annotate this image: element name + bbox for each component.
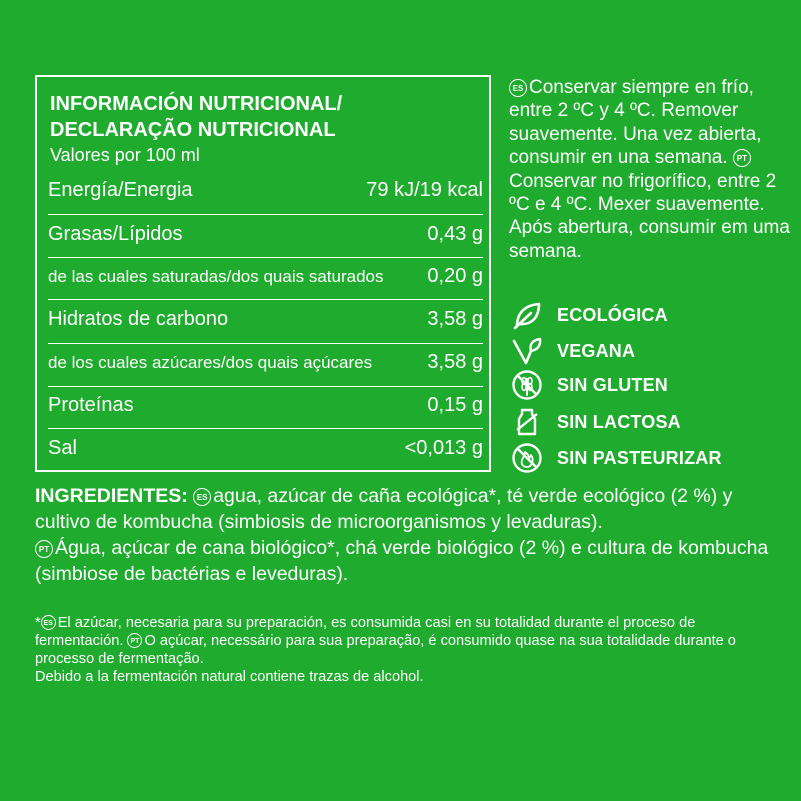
- claim-sin-gluten: [511, 369, 668, 401]
- no-lactose-bottle-icon: [511, 406, 543, 438]
- row-value: 0,43 g: [427, 223, 483, 245]
- nutrition-row-sugars: [48, 351, 483, 374]
- nutrition-row-carbs: [48, 308, 483, 331]
- ingredients: [35, 483, 775, 587]
- row-label: de los cuales azúcares/dos quais açúcares: [48, 352, 373, 372]
- claim-label: SIN PASTEURIZAR: [557, 447, 722, 468]
- divider: [48, 386, 483, 387]
- nutrition-row-salt: [48, 437, 483, 460]
- claim-label: SIN GLUTEN: [557, 374, 669, 395]
- es-language-badge: ES: [41, 615, 56, 630]
- row-value: 3,58 g: [427, 308, 483, 330]
- claim-sin-lactosa: [511, 406, 681, 438]
- nutrition-row-protein: [48, 394, 483, 417]
- row-value: <0,013 g: [404, 437, 483, 459]
- storage-instructions: [509, 76, 794, 263]
- divider: [48, 214, 483, 215]
- no-flame-icon: [511, 442, 543, 474]
- storage-text-pt: Conservar no frigorífico, entre 2 ºC e 4 ºC. Mexer suavemente. Após abertura, consumir em uma semana.: [509, 170, 790, 262]
- nutrition-row-energy: [48, 179, 483, 202]
- row-value: 0,20 g: [427, 265, 483, 287]
- vegan-sprout-icon: [511, 335, 543, 367]
- nutrition-row-fat: [48, 223, 483, 246]
- claim-ecologica: [511, 299, 668, 331]
- row-label: Sal: [48, 437, 77, 459]
- footnote: [35, 614, 775, 686]
- nutrition-table: [35, 75, 491, 472]
- row-value: 0,15 g: [427, 394, 483, 416]
- nutrition-title: [50, 91, 342, 143]
- ingredients-text-pt: Água, açúcar de cana biológico*, chá verde biológico (2 %) e cultura de kombucha (simbiose de bactérias e leveduras).: [35, 537, 769, 585]
- divider: [48, 257, 483, 258]
- row-value: 79 kJ/19 kcal: [366, 179, 483, 201]
- nutrition-title-es: INFORMACIÓN NUTRICIONAL/: [50, 93, 343, 115]
- pt-language-badge: PT: [127, 633, 142, 648]
- divider: [48, 299, 483, 300]
- claim-label: ECOLÓGICA: [557, 304, 668, 325]
- leaf-icon: [511, 299, 543, 331]
- divider: [48, 343, 483, 344]
- ingredients-heading: INGREDIENTES:: [35, 485, 188, 507]
- row-label: Proteínas: [48, 394, 134, 416]
- es-language-badge: ES: [193, 488, 211, 506]
- claim-label: SIN LACTOSA: [557, 411, 681, 432]
- row-label: Energía/Energia: [48, 179, 193, 201]
- no-gluten-wheat-icon: [511, 369, 543, 401]
- alcohol-note: Debido a la fermentación natural contiene trazas de alcohol.: [35, 669, 424, 685]
- pt-language-badge: PT: [733, 149, 751, 167]
- storage-text-es: Conservar siempre en frío, entre 2 ºC y 4 ºC. Remover suavemente. Una vez abierta, consumir en una semana.: [509, 77, 762, 169]
- footnote-asterisk: *: [35, 615, 41, 631]
- nutrition-row-saturates: [48, 265, 483, 288]
- nutrition-title-pt: DECLARAÇÃO NUTRICIONAL: [50, 119, 336, 141]
- footnote-text-pt: O açúcar, necessário para sua preparação, é consumido quase na sua totalidade durante o processo de fermentação.: [35, 633, 736, 667]
- claim-sin-pasteurizar: [511, 442, 722, 474]
- divider: [48, 428, 483, 429]
- row-label: Hidratos de carbono: [48, 308, 229, 330]
- row-label: Grasas/Lípidos: [48, 223, 183, 245]
- row-value: 3,58 g: [427, 351, 483, 373]
- es-language-badge: ES: [509, 79, 527, 97]
- pt-language-badge: PT: [35, 540, 53, 558]
- claim-vegana: [511, 335, 635, 367]
- nutrition-per-100ml: Valores por 100 ml: [50, 145, 200, 165]
- claim-label: VEGANA: [557, 340, 636, 361]
- row-label: de las cuales saturadas/dos quais saturados: [48, 266, 384, 286]
- footnote-text-es: El azúcar, necesaria para su preparación, es consumida casi en su totalidad durante el proceso de fermentación.: [35, 615, 696, 649]
- ingredients-text-es: agua, azúcar de caña ecológica*, té verde ecológico (2 %) y cultivo de kombucha (simbiosis de microorganismos y levaduras).: [35, 485, 733, 533]
